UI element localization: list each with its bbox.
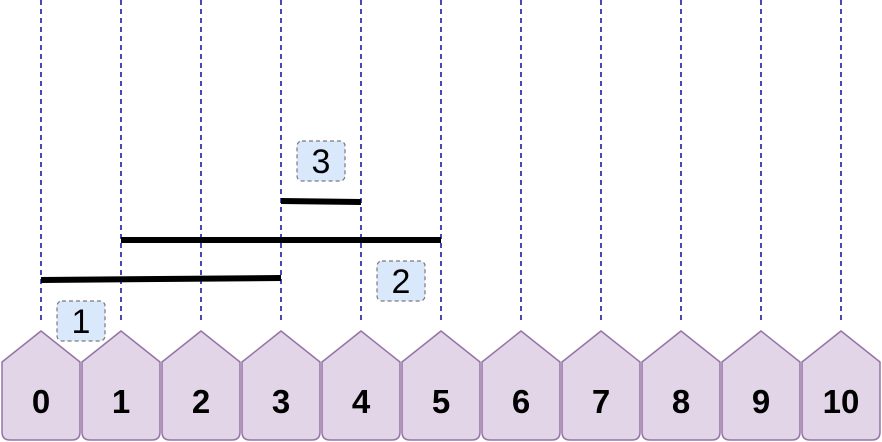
tick-marker-10 (802, 331, 880, 440)
segment-label-text: 3 (311, 143, 331, 181)
tick-label: 9 (751, 383, 771, 420)
tick-marker-2 (162, 331, 240, 440)
tick-label: 10 (822, 383, 860, 420)
tick-marker-7 (562, 331, 640, 440)
tick-label: 0 (31, 383, 51, 420)
tick-label: 6 (511, 383, 531, 420)
segment-3-label (297, 141, 345, 181)
tick-label: 7 (591, 383, 611, 420)
segment-2-label (377, 261, 425, 301)
tick-marker-6 (482, 331, 560, 440)
segment-1-label (57, 301, 105, 341)
axis-ticks (2, 331, 880, 440)
tick-label: 3 (271, 383, 291, 420)
segment-1-bar (41, 278, 281, 280)
tick-label: 8 (671, 383, 691, 420)
tick-label: 4 (351, 383, 371, 420)
guide-lines (41, 0, 841, 322)
segment-label-text: 1 (71, 303, 91, 341)
segment-label-text: 2 (391, 263, 411, 301)
tick-marker-3 (242, 331, 320, 440)
tick-marker-1 (82, 331, 160, 440)
tick-label: 1 (111, 383, 131, 420)
tick-marker-4 (322, 331, 400, 440)
tick-label: 5 (431, 383, 451, 420)
tick-marker-0 (2, 331, 80, 440)
tick-label: 2 (191, 383, 211, 420)
tick-marker-5 (402, 331, 480, 440)
segment-3-bar (281, 201, 361, 202)
tick-marker-8 (642, 331, 720, 440)
tick-marker-9 (722, 331, 800, 440)
